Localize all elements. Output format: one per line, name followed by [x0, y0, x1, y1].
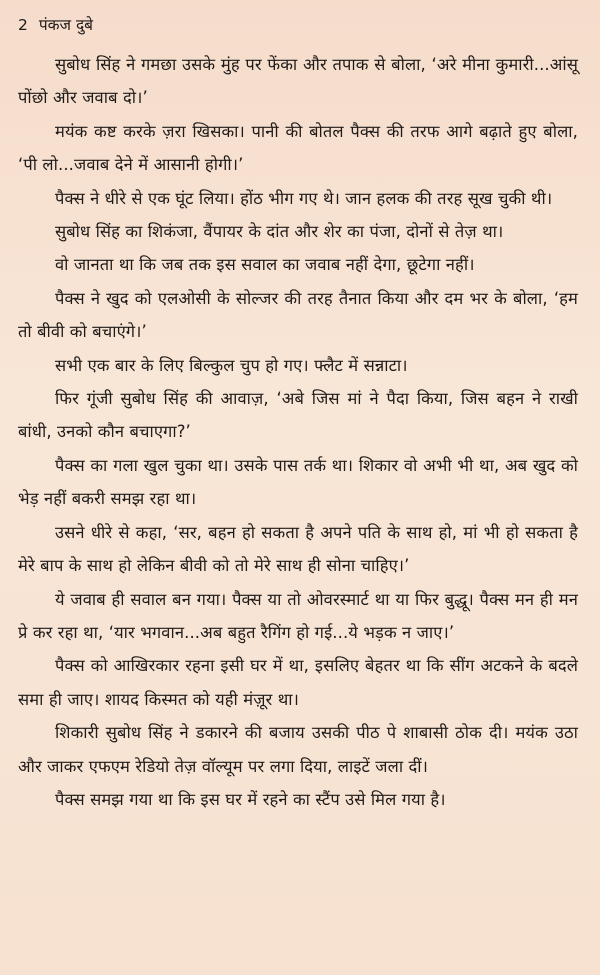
paragraph: सभी एक बार के लिए बिल्कुल चुप हो गए। फ्लैट में सन्नाटा।	[55, 355, 408, 375]
running-header	[18, 14, 578, 48]
paragraph: मयंक कष्ट करके ज़रा खिसका। पानी की बोतल पैक्स की तरफ आगे बढ़ाते हुए बोला, ‘पी लो...जवाब देने में आसानी होगी।’	[18, 121, 578, 175]
paragraph: पैक्स ने धीरे से एक घूंट लिया। होंठ भीग गए थे। जान हलक की तरह सूख चुकी थी।	[55, 188, 553, 208]
paragraph: सुबोध सिंह ने गमछा उसके मुंह पर फेंका और तपाक से बोला, ‘अरे मीना कुमारी...आंसू पोंछो और जवाब दो।’	[18, 55, 578, 108]
author-name: पंकज दुबे	[38, 16, 94, 34]
page-number: 2	[18, 16, 28, 34]
paragraph: पैक्स को आखिरकार रहना इसी घर में था, इसलिए बेहतर था कि सींग अटकने के बदले समा ही जाए। शायद किस्मत को यही मंज़ूर था।	[18, 656, 578, 709]
paragraph: उसने धीरे से कहा, ‘सर, बहन हो सकता है अपने पति के साथ हो, मां भी हो सकता है मेरे बाप के साथ हो लेकिन बीवी को तो मेरे साथ ही सोना चाहिए।’	[18, 522, 578, 576]
paragraph: पैक्स का गला खुल चुका था। उसके पास तर्क था। शिकार वो अभी भी था, अब खुद को भेड़ नहीं बकरी समझ रहा था।	[18, 455, 578, 509]
paragraph: सुबोध सिंह का शिकंजा, वैंपायर के दांत और शेर का पंजा, दोनों से तेज़ था।	[55, 222, 504, 242]
paragraph: वो जानता था कि जब तक इस सवाल का जवाब नहीं देगा, छूटेगा नहीं।	[55, 255, 475, 275]
body-text	[18, 48, 578, 816]
paragraph: शिकारी सुबोध सिंह ने डकारने की बजाय उसकी पीठ पे शाबासी ठोक दी। मयंक उठा और जाकर एफएम रेडियो तेज़ वॉल्यूम पर लगा दिया, लाइटें जला दीं।	[18, 723, 578, 776]
paragraph: फिर गूंजी सुबोध सिंह की आवाज़, ‘अबे जिस मां ने पैदा किया, जिस बहन ने राखी बांधी, उनको कौन बचाएगा?’	[18, 389, 578, 442]
paragraph: ये जवाब ही सवाल बन गया। पैक्स या तो ओवरस्मार्ट था या फिर बुद्धू। पैक्स मन ही मन प्रे कर रहा था, ‘यार भगवान...अब बहुत रैगिंग हो गई...ये भड़क न जाए।’	[18, 589, 578, 642]
paragraph: पैक्स समझ गया था कि इस घर में रहने का स्टैंप उसे मिल गया है।	[55, 789, 446, 809]
paragraph: पैक्स ने खुद को एलओसी के सोल्जर की तरह तैनात किया और दम भर के बोला, ‘हम तो बीवी को बचाएंगे।’	[18, 288, 578, 342]
